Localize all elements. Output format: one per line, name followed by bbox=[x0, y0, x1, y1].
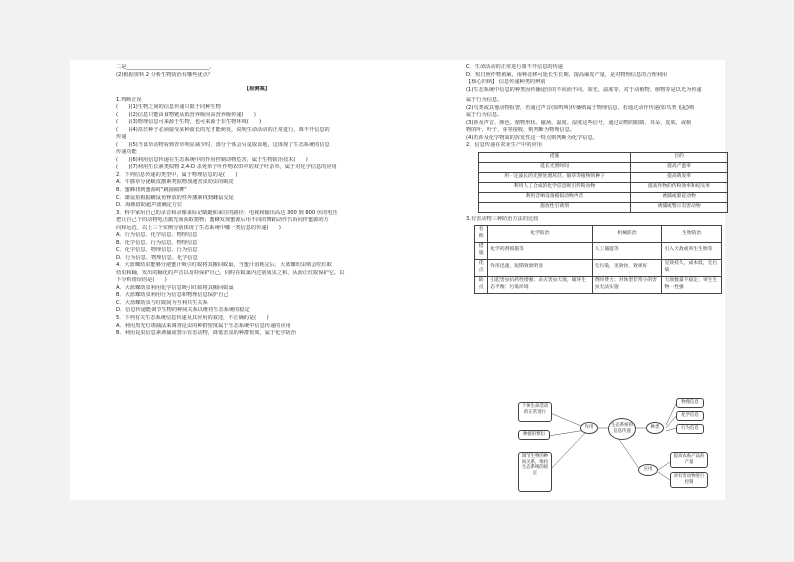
text-line: 1.判断正误 bbox=[116, 96, 142, 103]
concept-map-type: 种类 bbox=[646, 422, 664, 434]
table-row bbox=[479, 182, 728, 192]
table-cell: 见效持久，成本低，无污染 bbox=[662, 259, 722, 276]
table-cell: 作用迅速，短期效果明显 bbox=[488, 259, 592, 276]
table-row bbox=[475, 243, 722, 260]
table-row bbox=[479, 192, 728, 202]
table-header: 生物防治 bbox=[662, 226, 722, 243]
table-cell: 费时费力；对体型非常小的害虫无法实施 bbox=[592, 276, 662, 293]
concept-map-type-2: 化学信息 bbox=[676, 411, 704, 421]
text-line: B．化学信息、行为信息、物理信息 bbox=[116, 239, 198, 246]
text-line: 3．科学家用自己的录音和录像来标记蜻蜓和来往的路径：电视和输出高达 300 到 800 伏的电压 bbox=[116, 209, 338, 216]
text-line: A．大蓝蝶幼虫利用化学信息吸引红蚁将其搬回蚁巢 bbox=[116, 284, 234, 291]
text-line: 2．信息传递在农业生产中的应用 bbox=[466, 142, 542, 149]
concept-map-apply: 应用 bbox=[638, 464, 658, 476]
text-line: 4．大蓝蝶幼虫能够分泌蜜汁吸引红蚁将其搬回蚁巢，当蜜汁消耗完后，大蓝蝶幼虫则会吃红蚁 bbox=[116, 262, 332, 269]
table-cell: 化学药剂喷施等 bbox=[488, 243, 592, 260]
text-line: A．牛膝草分泌蜕皮激素类似物加速害虫幼虫的蜕皮 bbox=[116, 179, 234, 186]
text-line: ( )(4)莴苣种子必须接受某种波长的光才能萌发，说明生命活动的正常进行，离不开信息的 bbox=[116, 126, 330, 133]
text-line: C．雄鼠鱼根据雌鼠鱼释放的性外激素找到雌鼠交尾 bbox=[116, 194, 234, 201]
table-header: 机械防治 bbox=[592, 226, 662, 243]
text-line: B．大蓝蝶幼虫利用行为信息和物理信息保护自己 bbox=[116, 292, 229, 299]
text-line: (2)鸟类或其他动物报警，若通过声音(如鸣叫)传播则属于物理信息，若通过动作传递(如鸟类飞起)则 bbox=[466, 104, 695, 111]
text-line: 二是________________________________。 bbox=[116, 64, 215, 70]
left-column bbox=[116, 64, 398, 338]
text-line: 属于行为信息。 bbox=[466, 112, 503, 119]
concept-map-role-2: 种群的繁衍 bbox=[518, 430, 550, 440]
text-line: ( )(2)信息只能由食物链从低营养级向高营养级传递( ) bbox=[116, 111, 256, 118]
table-cell: 提高作物的传粉效率和结实率 bbox=[631, 182, 728, 192]
text-line: 【检测案】 bbox=[244, 86, 270, 93]
text-line: D．行为信息、物理信息、化学信息 bbox=[116, 254, 198, 261]
table-cell: 缺点 bbox=[475, 276, 488, 293]
table-cell: 人工捕捉等 bbox=[592, 243, 662, 260]
concept-map-role-1: 个体生命活动的正常进行 bbox=[518, 402, 552, 422]
table-row bbox=[475, 276, 722, 293]
text-line: ( )(7)利用生长素类似物 2,4-D 杀死单子叶作物农田中的双子叶杂草，属于对化学信息的应用 bbox=[116, 164, 337, 171]
text-line: ( )(1)生物之间的信息传递只限于同种生物 bbox=[116, 104, 221, 111]
text-line: 2．下列信息传递的类型中，属于物理信息的是( ) bbox=[116, 171, 238, 178]
table-cell: 引入天敌或寄生生物等 bbox=[662, 243, 722, 260]
table-cell: 引起害虫抗药性增强；杀灭害虫天敌，破坏生态平衡；污染环境 bbox=[488, 276, 592, 293]
text-line: (1)生态系统中信息的种类因传播途径的不同而不同，如光、温度等，对于动植物、植物等是以光为传递 bbox=[466, 86, 702, 93]
text-line: A．利用黑光灯诱捕法来调查昆虫的种群密度属于生态系统中信息传递的应用 bbox=[116, 322, 291, 329]
table-cell: 施放性引诱剂 bbox=[479, 202, 631, 212]
right-column bbox=[466, 64, 722, 294]
text-line: D．信息传递能调节生物的种间关系以维持生态系统的稳定 bbox=[116, 307, 250, 314]
table-header: 措施 bbox=[479, 152, 631, 162]
concept-map-center: 生态系统的信息传递 bbox=[608, 418, 636, 440]
text-line: 把让自己个的动物电击激光而获取猎物；蜜蜂发现蜜源后用不同的舞蹈动作告诉同伴蜜源的方 bbox=[116, 217, 329, 224]
table-row bbox=[479, 172, 728, 182]
text-line: C．化学信息、物理信息、行为信息 bbox=[116, 247, 198, 254]
table-cell: 利用音响设备模拟动物声音 bbox=[479, 192, 631, 202]
table-header: 化学防治 bbox=[488, 226, 592, 243]
table-cell: 诱捕或警示有害动物 bbox=[631, 202, 728, 212]
text-line: A．行为信息、化学信息、物理信息 bbox=[116, 232, 198, 239]
text-line: (3)涉及声音、颜色、植物形状、磁场、温度、湿度这些信号，通过动物的眼睛、耳朵、皮肤，或植 bbox=[466, 119, 692, 126]
text-line: B．利用昆虫信息素诱捕或警示有害动物，降低害虫的种群密度，属于化学防治 bbox=[116, 330, 296, 337]
text-line: C．生命活动的正常进行离不开信息的传递 bbox=[466, 64, 563, 70]
text-line: C．大蓝蝶幼虫与红蚁间为互利共生关系 bbox=[116, 299, 208, 306]
text-line: ( )(6)利用信息传递在生态系统中的作用控制动物危害，属于生物防治技术( ) bbox=[116, 156, 308, 163]
concept-map-apply-1: 提高农畜产品的产量 bbox=[670, 452, 708, 468]
text-line: 幼虫和蛹，发出的蛹化的声音以及特保护自己，同时在蚁巢内过别成虫之和，从而让红蚁保护它。以 bbox=[116, 269, 345, 276]
table-cell: 用一定波长的光照处理莴苣、烟草等植物的种子 bbox=[479, 172, 631, 182]
text-line: 向和远近。以上三个实例分别体现了生态系统中哪一类信息的传递( ) bbox=[116, 224, 281, 231]
text-line: (2)根据资料 2 分析生物防治有哪些优点？ bbox=[116, 71, 213, 78]
text-line: 属于行为信息。 bbox=[466, 97, 503, 104]
table-cell: 无污染，见效快，效果好 bbox=[592, 259, 662, 276]
table-row bbox=[479, 162, 728, 172]
text-line: ( )(3)物理信息可来源于生物，也可来源于非生物环境( ) bbox=[116, 119, 262, 126]
table-cell: 优点 bbox=[475, 259, 488, 276]
table-cell: 诱捕或驱赶动物 bbox=[631, 192, 728, 202]
table-header: 名称 bbox=[475, 226, 488, 243]
text-line: 传递功能 bbox=[116, 149, 137, 156]
table-cell: 提高萌发率 bbox=[631, 172, 728, 182]
text-line: D．短日照作物黄麻，南种北移可延长生长期，提高麻皮产量，是对物理信息的合理利用 bbox=[466, 71, 668, 78]
text-line: ( )(5)当食草动物看到青草明显减少时，部分个体会另觅取食地，这体现了生态系统的信息 bbox=[116, 141, 330, 148]
text-line: 传递 bbox=[116, 134, 127, 141]
concept-map-apply-2: 对有害动物进行控制 bbox=[670, 472, 708, 488]
table-row bbox=[479, 202, 728, 212]
table-row bbox=[475, 259, 722, 276]
concept-map-type-1: 物理信息 bbox=[676, 398, 704, 408]
table-cell: 延长光照时间 bbox=[479, 162, 631, 172]
text-line: 下分析错误的是( ) bbox=[116, 277, 167, 284]
text-line bbox=[116, 79, 398, 82]
text-line: 【核心归纳】 信息传递种类的辨别 bbox=[466, 79, 546, 86]
table-cell: 措施 bbox=[475, 243, 488, 260]
concept-map-role-3: 调节生物的种间关系，维持生态系统的稳定 bbox=[518, 452, 552, 492]
table-cell: 天敌数量不稳定；寄生生物一性强 bbox=[662, 276, 722, 293]
table-pest-control-comparison bbox=[474, 225, 722, 294]
text-line: D．海豚借助超声波确定方位 bbox=[116, 202, 183, 209]
table-cell: 提高产蛋率 bbox=[631, 162, 728, 172]
table-cell: 利用人工合成的化学信息吸引传粉动物 bbox=[479, 182, 631, 192]
text-line: 5．下列有关生态系统信息传递及其应用的叙述，不正确的是( ) bbox=[116, 315, 269, 321]
table2-title: 3.有害动物三种防治方法的比较 bbox=[466, 215, 539, 222]
table-agriculture-application bbox=[478, 152, 728, 213]
concept-map-type-3: 行为信息 bbox=[676, 424, 704, 434]
text-line: (4)若涉及化学物质的挥发性这一特点则判断为化学信息。 bbox=[466, 134, 598, 141]
table-header: 目的 bbox=[631, 152, 728, 162]
concept-map-role: 作用 bbox=[580, 422, 598, 434]
concept-map bbox=[518, 390, 718, 510]
document-page bbox=[70, 60, 725, 500]
text-line: 物的叶、叶子、芽等接收，则判断为物理信息。 bbox=[466, 127, 575, 134]
text-line: B．蜜蜂找到蜜源时"跳圆圈舞" bbox=[116, 186, 187, 193]
